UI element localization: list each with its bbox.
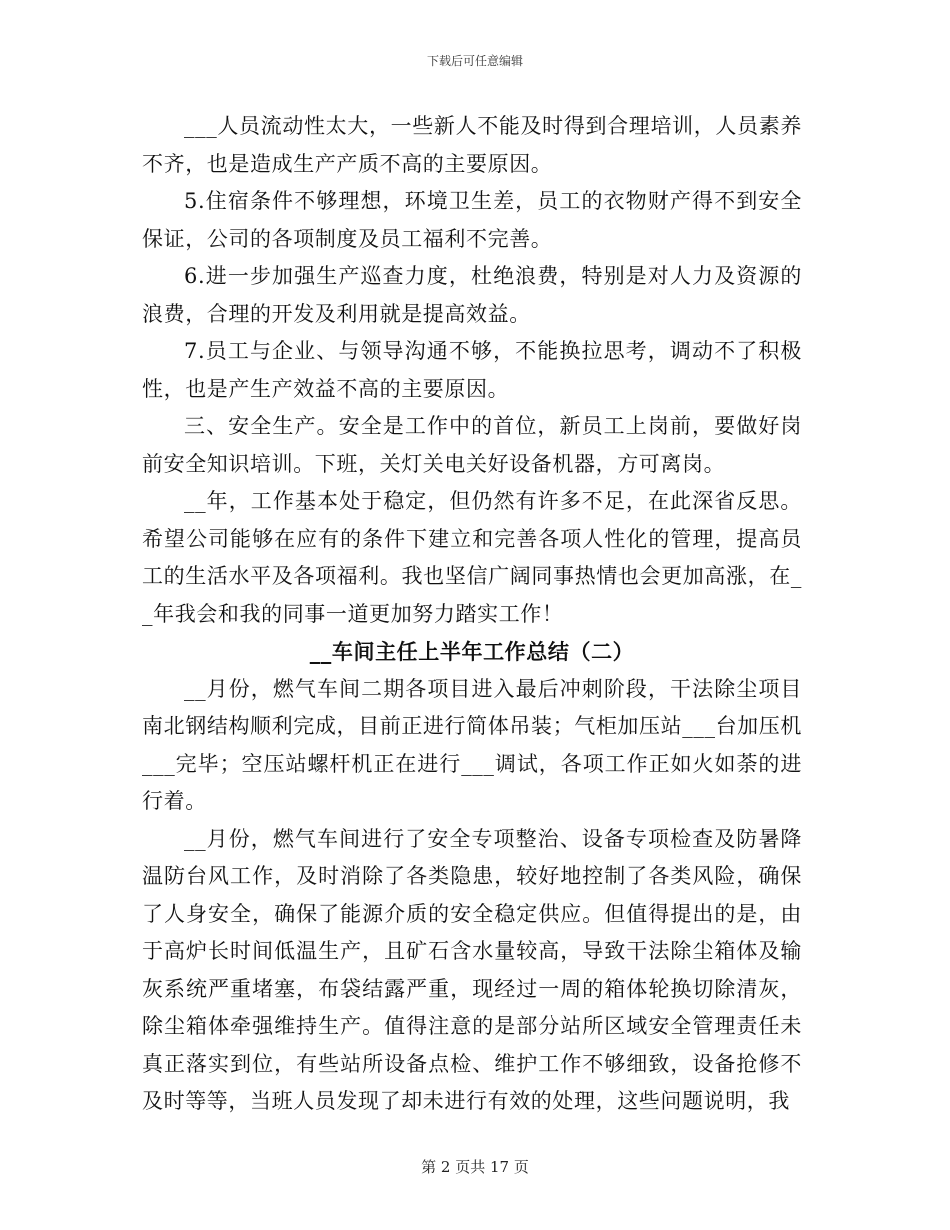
section-title: __车间主任上半年工作总结（二）	[309, 639, 635, 664]
document-body	[142, 108, 802, 1121]
paragraph-item-7: 7.员工与企业、与领导沟通不够，不能换拉思考，调动不了积极性，也是产生产效益不高的主要原因。	[142, 339, 802, 401]
paragraph-staff-turnover: ___人员流动性太大，一些新人不能及时得到合理培训，人员素养不齐，也是造成生产产质不高的主要原因。	[142, 114, 802, 176]
paragraph-item-6: 6.进一步加强生产巡查力度，杜绝浪费，特别是对人力及资源的浪费，合理的开发及利用就是提高效益。	[142, 264, 802, 326]
paragraph-month-progress: __月份，燃气车间二期各项目进入最后冲刺阶段，干法除尘项目南北钢结构顺利完成，目前正进行简体吊装；气柜加压站___台加压机___完毕；空压站螺杆机正在进行___调试，各项工作正如火如荼的进行着。	[142, 676, 802, 813]
paragraph-month-safety: __月份，燃气车间进行了安全专项整治、设备专项检查及防暑降温防台风工作，及时消除了各类隐患，较好地控制了各类风险，确保了人身安全，确保了能源介质的安全稳定供应。但值得提出的是，由于高炉长时间低温生产，且矿石含水量较高，导致干法除尘箱体及输灰系统严重堵塞，布袋结露严重，现经过一周的箱体轮换切除清灰，除尘箱体牵强维持生产。值得注意的是部分站所区域安全管理责任未真正落实到位，有些站所设备点检、维护工作不够细致，设备抢修不及时等等，当班人员发现了却未进行有效的处理，这些问题说明，我	[142, 826, 802, 1113]
page-header: 下载后可任意编辑	[426, 54, 523, 68]
paragraph-conclusion: __年，工作基本处于稳定，但仍然有许多不足，在此深省反思。希望公司能够在应有的条件下建立和完善各项人性化的管理，提高员工的生活水平及各项福利。我也坚信广阔同事热情也会更加高涨，在__年我会和我的同事一道更加努力踏实工作！	[142, 489, 802, 626]
paragraph-item-5: 5.住宿条件不够理想，环境卫生差，员工的衣物财产得不到安全保证，公司的各项制度及员工福利不完善。	[142, 189, 802, 251]
page-footer: 第 2 页共 17 页	[421, 1158, 529, 1176]
paragraph-safety: 三、安全生产。安全是工作中的首位，新员工上岗前，要做好岗前安全知识培训。下班，关灯关电关好设备机器，方可离岗。	[142, 414, 802, 476]
